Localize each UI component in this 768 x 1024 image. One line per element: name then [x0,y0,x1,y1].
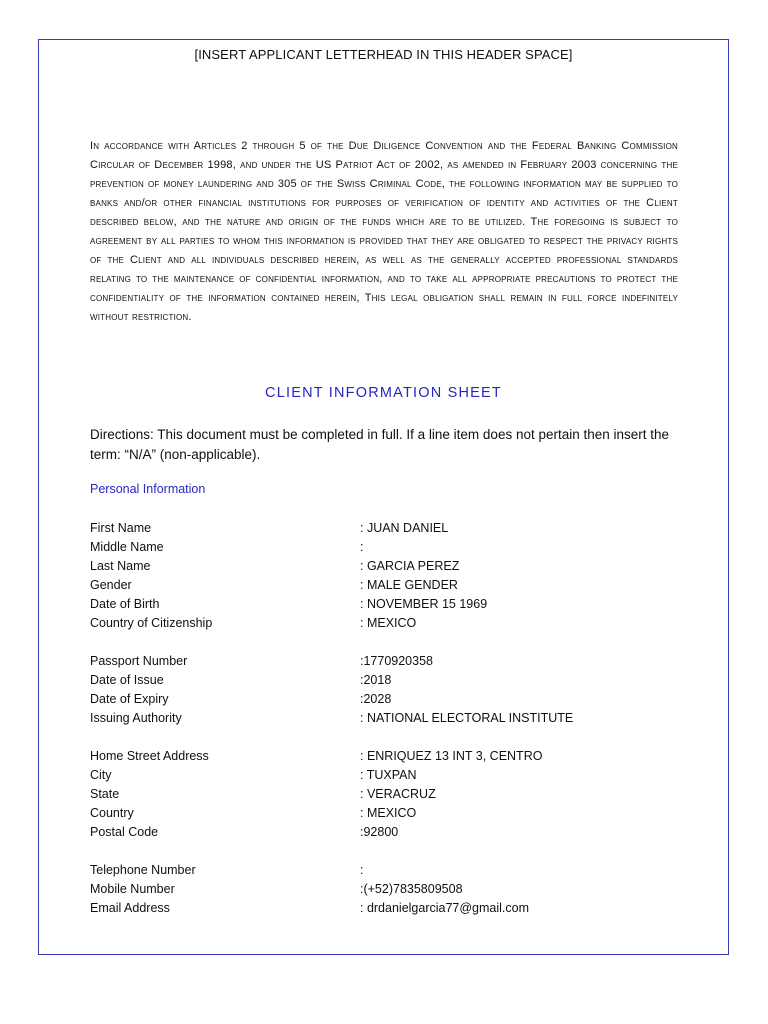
field-value: : MALE GENDER [360,578,458,592]
field-value: : NOVEMBER 15 1969 [360,597,488,611]
field-label: Date of Birth [90,597,160,611]
field-label: Telephone Number [90,863,196,877]
field-row [90,595,690,614]
field-row [90,747,690,766]
field-label: Country of Citizenship [90,616,213,630]
field-value: :2028 [360,692,392,706]
field-row [90,652,690,671]
field-value: : VERACRUZ [360,787,436,801]
field-value: : MEXICO [360,806,417,820]
field-value: :2018 [360,673,392,687]
sheet-title: CLIENT INFORMATION SHEET [265,385,502,401]
field-value: :1770920358 [360,654,433,668]
field-row [90,785,690,804]
personal-info-fields [90,519,690,918]
field-label: Gender [90,578,132,592]
section-heading-personal-information: Personal Information [90,482,206,496]
field-row [90,861,690,880]
field-value: :(+52)7835809508 [360,882,463,896]
field-row [90,823,690,842]
field-label: Country [90,806,134,820]
field-row [90,690,690,709]
field-value: : [360,863,364,877]
field-label: Last Name [90,559,151,573]
field-label: City [90,768,112,782]
field-row [90,899,690,918]
legal-notice: In accordance with Articles 2 through 5 of the Due Diligence Convention and the Federal Banking Commission Circular of December 1998, and under the US Patriot Act of 2002, as amended in February 2003 concerning the prevention of money laundering and 305 of the Swiss Criminal Code, the following information may be supplied to banks and/or other financial institutions for purposes of verification of identity and activities of the Client described below, and the nature and origin of the funds which are to be utilized. The foregoing is subject to agreement by all parties to whom this information is provided that they are obligated to respect the privacy rights of the Client and all individuals described herein, as well as the generally accepted professional standards relating to the maintenance of confidential information, and to take all appropriate precautions to protect the confidentiality of the information contained herein, This legal obligation shall remain in full force indefinitely without restriction. [90,140,678,323]
field-value: :92800 [360,825,399,839]
field-row [90,614,690,633]
field-label: First Name [90,521,152,535]
field-label: Postal Code [90,825,159,839]
field-label: Home Street Address [90,749,209,763]
field-row [90,557,690,576]
group-spacer [90,633,690,652]
field-value: : NATIONAL ELECTORAL INSTITUTE [360,711,574,725]
group-spacer [90,842,690,861]
field-row [90,576,690,595]
field-value: : TUXPAN [360,768,417,782]
field-row [90,519,690,538]
field-value: : GARCIA PEREZ [360,559,460,573]
field-label: Date of Issue [90,673,164,687]
field-label: Passport Number [90,654,188,668]
field-label: Mobile Number [90,882,175,896]
field-label: State [90,787,120,801]
field-label: Date of Expiry [90,692,169,706]
field-row [90,538,690,557]
field-value: : JUAN DANIEL [360,521,449,535]
field-row [90,880,690,899]
letterhead-placeholder: [INSERT APPLICANT LETTERHEAD IN THIS HEADER SPACE] [194,47,573,62]
field-label: Email Address [90,901,170,915]
group-spacer [90,728,690,747]
field-row [90,766,690,785]
field-label: Issuing Authority [90,711,182,725]
field-row [90,709,690,728]
field-label: Middle Name [90,540,164,554]
field-value: : MEXICO [360,616,417,630]
directions-text: Directions: This document must be completed in full. If a line item does not pertain then insert the term: “N/A” (non-applicable). [90,427,670,462]
field-row [90,671,690,690]
field-value: : ENRIQUEZ 13 INT 3, CENTRO [360,749,543,763]
field-value: : drdanielgarcia77@gmail.com [360,901,530,915]
field-value: : [360,540,364,554]
field-row [90,804,690,823]
